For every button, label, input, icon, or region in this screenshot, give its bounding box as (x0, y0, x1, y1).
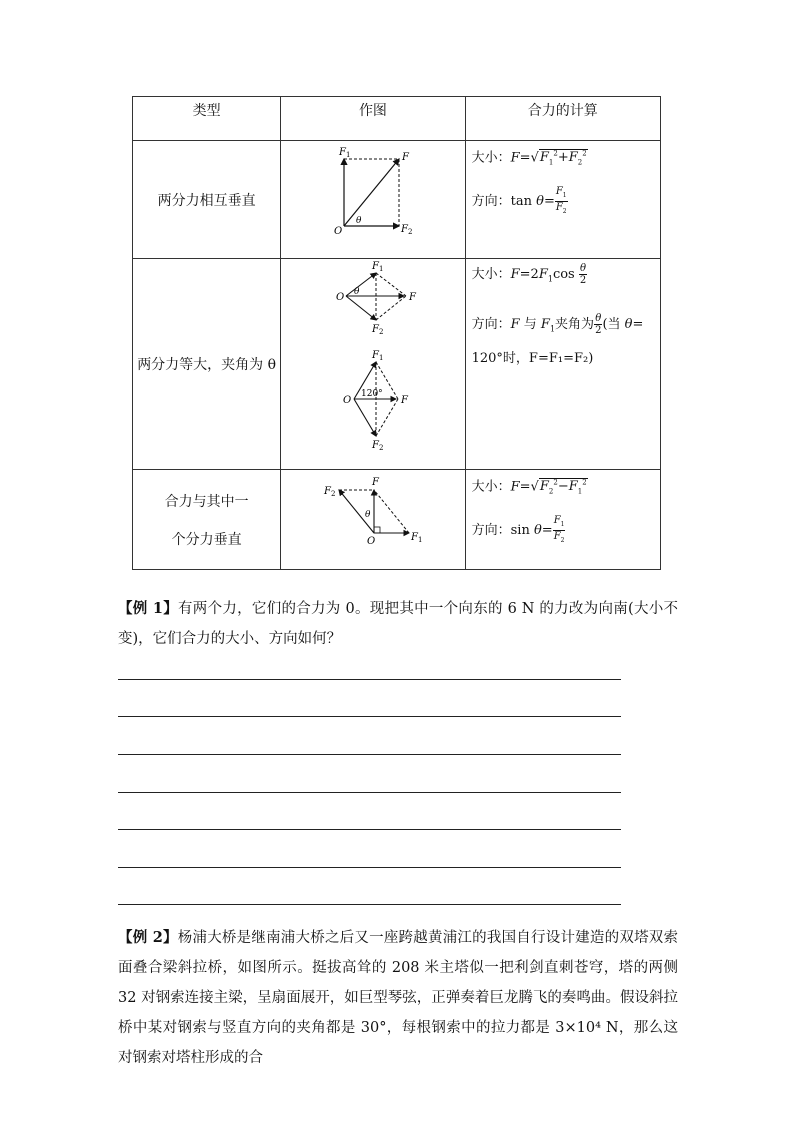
row2-type: 两分力等大，夹角为 θ (133, 259, 281, 470)
label-f: F (402, 152, 410, 163)
example2-text: 杨浦大桥是继南浦大桥之后又一座跨越黄浦江的我国自行设计建造的双塔双索面叠合梁斜拉桥，如图所示。挺拔高耸的 208 米主塔似一把利剑直刺苍穹，塔的两侧 32 对钢索连接主梁，呈扇面展开，如巨型琴弦，正弹奏着巨龙腾飞的奏鸣曲。假设斜拉桥中某对钢索与竖直方向的夹角都是 30°，每根钢索中的拉力都是 3×10⁴ N，那么这对钢索对塔柱形成的合 (118, 930, 679, 1066)
example1-tag: 【例 1】 (118, 600, 179, 617)
label-f2: F (324, 486, 332, 497)
row3-figure-cell (281, 470, 465, 570)
answer-line[interactable] (118, 716, 621, 717)
header-type: 类型 (133, 97, 281, 141)
row2-direction: 方向：F 与 $F_1$夹角为 $\frac{\theta}{2}$ (当 θ= (471, 312, 644, 336)
table-row (133, 470, 661, 570)
size-label: 大小： (471, 267, 511, 282)
row3-type-line1: 合力与其中一 (164, 493, 249, 510)
label-f2-sub: 2 (408, 228, 413, 236)
label-f2-sub-bottom: 2 (379, 444, 384, 452)
force-composition-table (132, 96, 661, 570)
label-f2: F (401, 224, 409, 235)
label-f2-sub: 2 (331, 490, 336, 498)
label-f-top: F (409, 292, 417, 303)
row3-calc (465, 470, 660, 570)
label-f1-top: F (372, 261, 380, 272)
label-f: F (372, 477, 380, 488)
row3-direction: 方向：sin θ= $\frac{F_1}{F_2}$ (471, 514, 565, 544)
label-f1-sub: 1 (418, 536, 423, 544)
row2-direction-cont: 120°时，F=F₁=F₂) (471, 351, 594, 367)
table-row (133, 141, 661, 259)
row3-size: 大小：$F=√F_2^2-F_1^2$ (471, 479, 587, 496)
row1-figure-cell (281, 141, 465, 259)
label-o-bottom: O (343, 395, 352, 406)
label-f1-sub: 1 (346, 151, 351, 159)
label-f1-sub-bottom: 1 (379, 354, 384, 362)
row2-calc (465, 259, 660, 470)
row2-size: 大小：$F=2F_1\cos$ $\frac{\theta}{2}$ (471, 263, 587, 286)
answer-line[interactable] (118, 867, 621, 868)
direction-label: 方向： (471, 522, 511, 538)
label-theta: θ (356, 216, 362, 226)
direction-label: 方向： (471, 193, 511, 209)
label-f2-top: F (372, 324, 380, 335)
row1-calc (465, 141, 660, 259)
size-label: 大小： (471, 479, 511, 495)
label-angle-120: 120° (361, 389, 383, 399)
table-row (133, 259, 661, 470)
example1-paragraph (118, 594, 678, 654)
answer-line[interactable] (118, 792, 621, 793)
equal-forces-diagrams (281, 259, 465, 465)
row1-direction: 方向：tan θ= $\frac{F_1}{F_2}$ (471, 185, 567, 215)
direction-label: 方向： (471, 316, 511, 332)
perpendicular-forces-diagram (281, 141, 465, 254)
label-f1: F (411, 532, 419, 543)
label-f2-bottom: F (372, 440, 380, 451)
label-f1-sub-top: 1 (379, 265, 384, 273)
answer-line[interactable] (118, 679, 621, 680)
answer-line[interactable] (118, 904, 621, 905)
label-o-top: O (336, 292, 345, 303)
example2-paragraph (118, 923, 678, 1073)
answer-line[interactable] (118, 829, 621, 830)
resultant-perpendicular-diagram (281, 470, 465, 565)
row3-type-line2: 个分力垂直 (171, 531, 242, 548)
label-f-bottom: F (401, 395, 409, 406)
answer-line[interactable] (118, 754, 621, 755)
label-o: O (367, 536, 376, 547)
header-figure: 作图 (281, 97, 465, 141)
label-theta-top: θ (354, 287, 360, 297)
label-f1: F (339, 147, 347, 158)
label-o: O (334, 226, 343, 237)
row1-size: 大小：$F=√F_1^2+F_2^2$ (471, 150, 587, 167)
row2-figure-cell (281, 259, 465, 470)
example1-text: 有两个力，它们的合力为 0。现把其中一个向东的 6 N 的力改为向南(大小不变)，它们合力的大小、方向如何？ (118, 601, 678, 647)
label-f1-bottom: F (372, 350, 380, 361)
example2-tag: 【例 2】 (118, 929, 178, 946)
size-label: 大小： (471, 150, 511, 166)
label-f2-sub-top: 2 (379, 328, 384, 336)
row1-type: 两分力相互垂直 (133, 141, 281, 259)
label-theta: θ (365, 510, 371, 520)
table-header-row (133, 97, 661, 141)
row3-type (133, 470, 281, 570)
header-calc: 合力的计算 (465, 97, 660, 141)
